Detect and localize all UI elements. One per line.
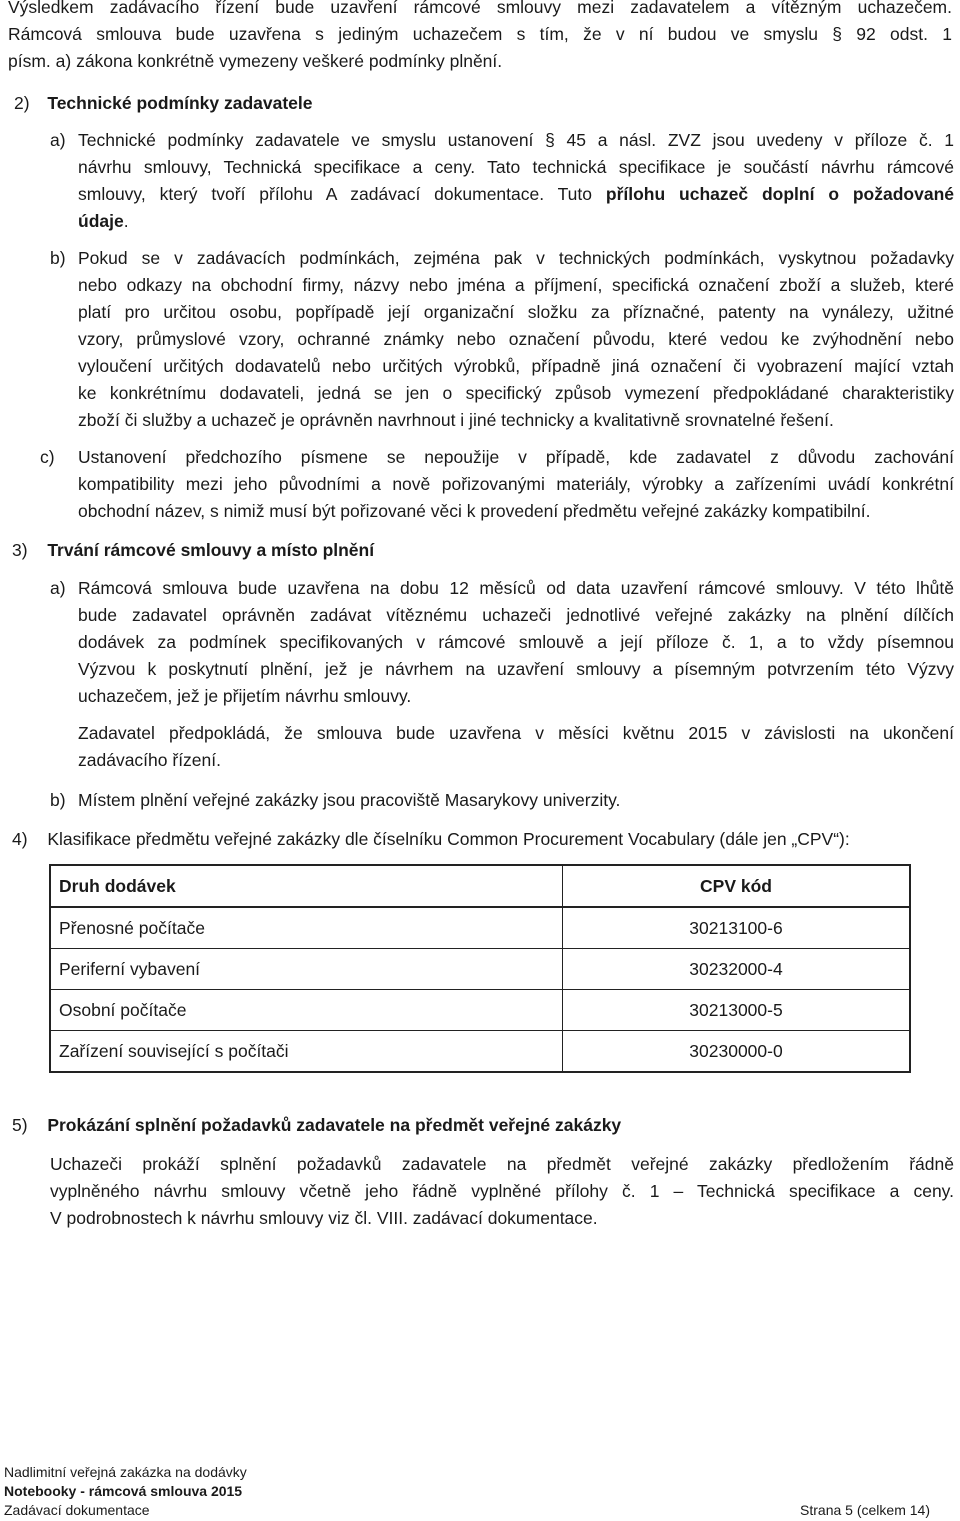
text-line: smlouvy, který tvoří přílohu A zadávací dokumentace. Tuto [78,184,593,204]
table-cell: 30232000-4 [563,949,911,990]
table-cell: Přenosné počítače [50,907,563,949]
table-row [50,1031,910,1073]
text-line: vzory, průmyslové vzory, ochranné známky nebo označení původu, které vedou ke zvýhodnění nebo [78,329,954,349]
table-header: Druh dodávek [50,865,563,907]
text-line: Uchazeči prokáží splnění požadavků zadavatele na předmět veřejné zakázky předložením řádně [50,1154,954,1174]
section-number: 2) [14,93,30,113]
section-5-heading [12,1112,621,1139]
table-row [50,907,910,949]
text-line: Ustanovení předchozího písmene se nepoužije v případě, kde zadavatel z důvodu zachování [78,447,954,467]
text-line: Pokud se v zadávacích podmínkách, zejména pak v technických podmínkách, vyskytnou požadavky [78,248,954,268]
intro-line: Rámcová smlouva bude uzavřena s jediným uchazečem s tím, že v ní budou ve smyslu § 92 odst. 1 [8,24,952,44]
section-number: 4) [12,829,28,849]
text-line: Rámcová smlouva bude uzavřena na dobu 12 měsíců od data uzavření rámcové smlouvy. V této lhůtě [78,578,954,598]
table-cell: 30213100-6 [563,907,911,949]
table-header: CPV kód [563,865,911,907]
text-line: vyplněného návrhu smlouvy včetně jeho řádně vyplněné přílohy č. 1 – Technická specifikace a ceny. [50,1181,954,1201]
cpv-table [49,864,911,1073]
section-title: Trvání rámcové smlouvy a místo plnění [47,540,375,560]
text-line: kompatibility mezi jeho původními a nově pořizovanými materiály, výrobky a zařízeními uvádí konkrétní [78,474,954,494]
section-number: 3) [12,540,28,560]
section-3-heading [12,537,374,564]
section-number: 5) [12,1115,28,1135]
section-2b-text [78,245,954,434]
section-title: Technické podmínky zadavatele [47,93,313,113]
section-3a-text [78,575,954,710]
bold-text: údaje [78,211,124,231]
item-label: a) [50,130,66,150]
text-line: Výzvou k poskytnutí plnění, jež je návrhem na uzavření smlouvy a písemným potvrzením této Výzvy [78,659,954,679]
section-3a-note [78,720,954,774]
table-cell: 30230000-0 [563,1031,911,1073]
footer-line: Zadávací dokumentace [4,1502,150,1518]
section-3b-text: Místem plnění veřejné zakázky jsou pracoviště Masarykovy univerzity. [78,790,621,810]
item-label: c) [40,447,55,467]
intro-line: písm. a) zákona konkrétně vymezeny veškeré podmínky plnění. [8,51,503,71]
section-2c-text [78,444,954,525]
section-4-heading [12,826,850,853]
table-cell: Osobní počítače [50,990,563,1031]
item-label: a) [50,578,66,598]
section-5-text [50,1151,954,1232]
item-label: b) [50,790,66,810]
text-line: Technické podmínky zadavatele ve smyslu ustanovení § 45 a násl. ZVZ jsou uvedeny v příloze č. 1 [78,130,954,150]
text-line: zadávacího řízení. [78,750,221,770]
text-line: dodávek za podmínek specifikovaných v rámcové smlouvě a její příloze č. 1, a to vždy písemnou [78,632,954,652]
text-line: návrhu smlouvy, Technická specifikace a ceny. Tato technická specifikace je součástí návrhu rámcové [78,157,954,177]
text-line: zboží či služby a uchazeč je oprávněn navrhnout i jiné technicky a kvalitativně srovnatelné řešení. [78,410,834,430]
text-line: bude zadavatel oprávněn zadávat vítěznému uchazeči jednotlivé veřejné zakázky na plnění dílčích [78,605,954,625]
text-line: obchodní název, s nimiž musí být pořizované věci k provedení předmětu veřejné zakázky kompatibilní. [78,501,871,521]
text-line: V podrobnostech k návrhu smlouvy viz čl. VIII. zadávací dokumentace. [50,1208,598,1228]
intro-paragraph [8,0,952,75]
intro-line: Výsledkem zadávacího řízení bude uzavření rámcové smlouvy mezi zadavatelem a vítězným uchazečem. [8,0,952,17]
text-line: platí pro určitou osobu, popřípadě její organizační složku za příznačné, patenty na vynálezy, užitné [78,302,954,322]
table-row [50,949,910,990]
text-line: uchazečem, jež je přijetím návrhu smlouvy. [78,686,412,706]
section-2-heading [14,90,313,117]
section-title: Klasifikace předmětu veřejné zakázky dle číselníku Common Procurement Vocabulary (dále jen „CPV“): [47,829,850,849]
section-title: Prokázání splnění požadavků zadavatele na předmět veřejné zakázky [47,1115,622,1135]
table-header-row [50,865,910,907]
table-cell: Zařízení související s počítači [50,1031,563,1073]
table-row [50,990,910,1031]
table-cell: 30213000-5 [563,990,911,1031]
item-label: b) [50,248,66,268]
text-line: vyloučení určitých dodavatelů nebo určitých výrobků, případně jiná označení či vyobrazení mající vztah [78,356,954,376]
footer-title: Notebooky - rámcová smlouva 2015 [4,1483,243,1499]
page-number: Strana 5 (celkem 14) [800,1502,930,1518]
text-line: Zadavatel předpokládá, že smlouva bude uzavřena v měsíci květnu 2015 v závislosti na ukončení [78,723,954,743]
text-end: . [123,211,129,231]
text-line: nebo odkazy na obchodní firmy, názvy nebo jména a příjmení, specifická označení zboží a služeb, které [78,275,954,295]
footer-line: Nadlimitní veřejná zakázka na dodávky [4,1464,247,1480]
bold-text: přílohu uchazeč doplní o požadované [605,184,954,204]
section-2a-text [78,127,954,235]
table-cell: Periferní vybavení [50,949,563,990]
text-line: ke konkrétnímu dodavateli, jedná se jen o specifický způsob vymezení předpokládané charakteristiky [78,383,954,403]
